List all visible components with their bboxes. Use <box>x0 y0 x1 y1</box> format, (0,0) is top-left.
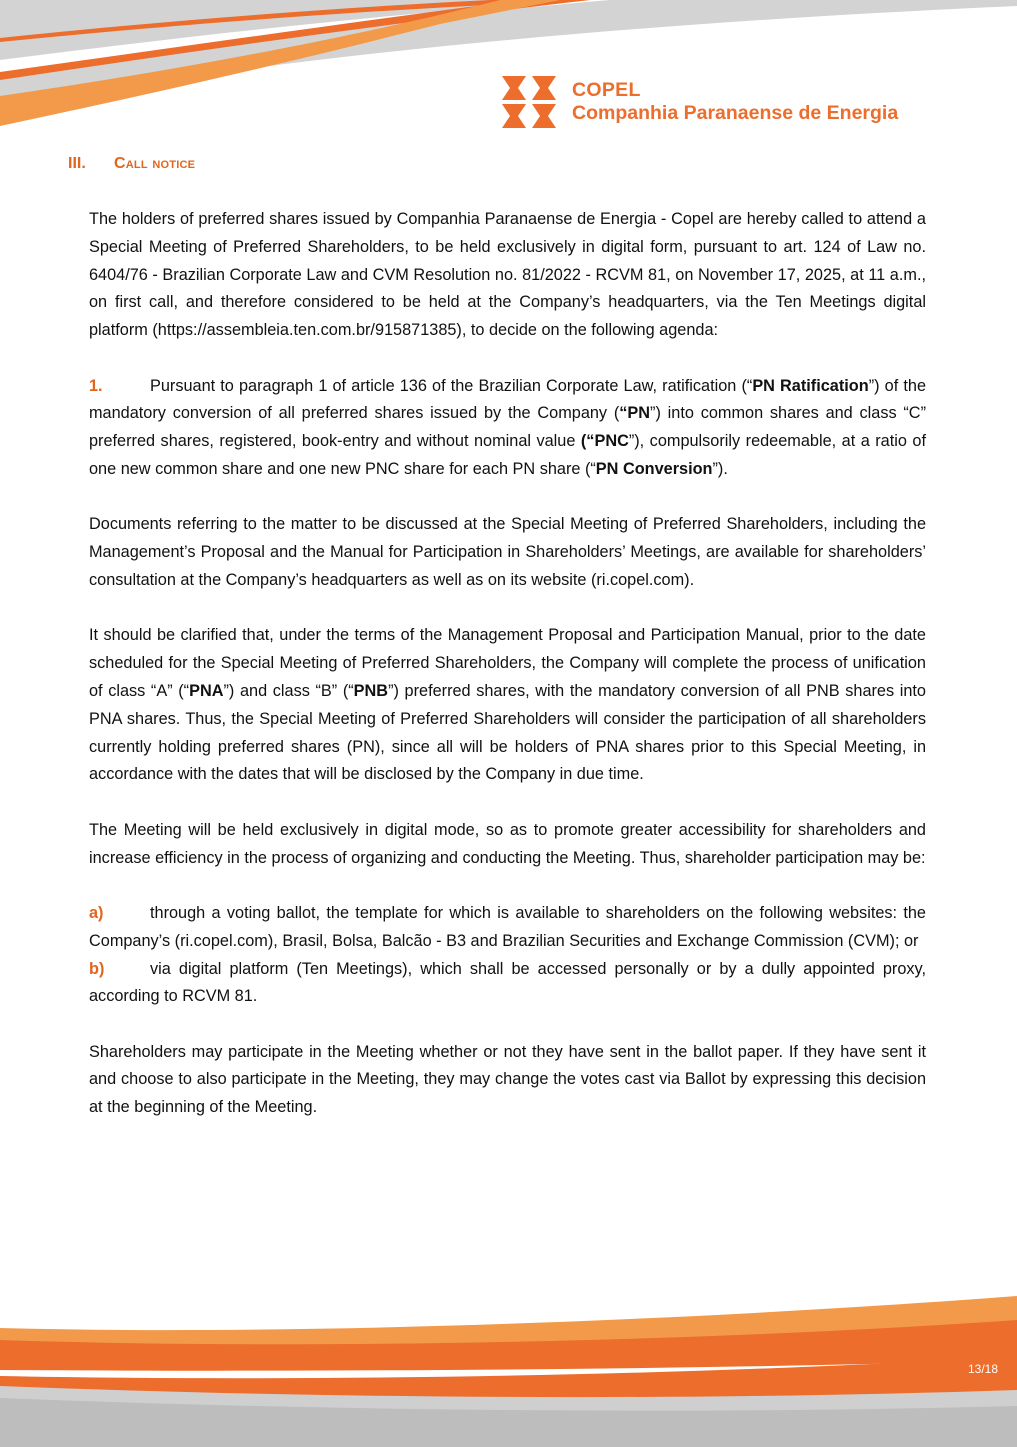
section-heading <box>68 155 195 173</box>
agenda-item-text: ”), compulsorily redeemable, at a ratio of one new common share and one new PNC share for each PN share (“ <box>89 432 926 478</box>
agenda-item-text: Pursuant to paragraph 1 of article 136 of the Brazilian Corporate Law, ratification (“ <box>150 376 753 395</box>
term-pn-ratification: PN Ratification <box>752 376 869 395</box>
option-b-text: via digital platform (Ten Meetings), which shall be accessed personally or by a dully appointed proxy, according to RCVM 81. <box>89 959 926 1006</box>
paragraph-meeting: The Meeting will be held exclusively in digital mode, so as to promote greater accessibility for shareholders and increase efficiency in the process of organizing and conducting the Meeting. Thus, shareholder participation may be: <box>89 820 926 867</box>
option-a-text: through a voting ballot, the template for which is available to shareholders on the following websites: the Company’s (ri.copel.com), Brasil, Bolsa, Balcão - B3 and Brazilian Securities and Exchange Commission (CVM); or <box>89 903 926 950</box>
option-b-marker: b) <box>89 959 105 978</box>
clarification-text: ”) preferred shares, with the mandatory conversion of all PNB shares into PNA shares. Thus, the Special Meeting of Preferred Shareholders will consider the participation of all shareholders currently holding preferred shares (PN), since all will be holders of PNA shares prior to this Special Meeting, in accordance with the dates that will be disclosed by the Company in due time. <box>89 681 926 784</box>
agenda-item-text: ”). <box>712 459 728 478</box>
option-a-marker: a) <box>89 903 104 922</box>
paragraph-intro: The holders of preferred shares issued by Companhia Paranaense de Energia - Copel are hereby called to attend a Special Meeting of Preferred Shareholders, to be held exclusively in digital form, pursuant to art. 124 of Law no. 6404/76 - Brazilian Corporate Law and CVM Resolution no. 81/2022 - RCVM 81, on November 17, 2025, at 11 a.m., on first call, and therefore considered to be held at the Company’s headquarters, via the Ten Meetings digital platform (https://assembleia.ten.com.br/915871385), to decide on the following agenda: <box>89 210 926 340</box>
section-title: Call notice <box>114 155 196 172</box>
paragraph-clarification <box>89 622 926 789</box>
agenda-item-1 <box>89 373 926 484</box>
page-number: 13/18 <box>968 1362 999 1376</box>
paragraph-documents: Documents referring to the matter to be discussed at the Special Meeting of Preferred Shareholders, including the Management’s Proposal and the Manual for Participation in Shareholders’ Meetings, are available for shareholders’ consultation at the Company’s headquarters as well as on its website (ri.copel.com). <box>89 515 926 589</box>
agenda-item-text: ”) into common shares and class “C” preferred shares, registered, book-entry and without nominal value <box>89 404 926 451</box>
term-pnc: (“PNC <box>580 432 629 451</box>
agenda-item-text: ”) of the mandatory conversion of all preferred shares issued by the Company ( <box>89 376 926 423</box>
section-number: III. <box>68 155 86 172</box>
term-pna: PNA <box>189 681 224 700</box>
term-pnb: PNB <box>353 681 389 700</box>
term-pn: “PN <box>619 404 651 423</box>
option-a <box>89 900 926 956</box>
logo-company-full: Companhia Paranaense de Energia <box>572 101 899 124</box>
footer-swoosh-decoration <box>0 1290 1017 1447</box>
copel-logo-icon <box>500 74 558 130</box>
clarification-text: ”) and class “B” (“ <box>223 681 354 700</box>
clarification-text: It should be clarified that, under the terms of the Management Proposal and Participation Manual, prior to the date scheduled for the Special Meeting of Preferred Shareholders, the Company will complete the process of unification of class “A” (“ <box>89 626 926 700</box>
term-pn-conversion: PN Conversion <box>595 459 713 478</box>
document-body <box>89 206 926 1150</box>
paragraph-closing: Shareholders may participate in the Meeting whether or not they have sent in the ballot paper. If they have sent it and choose to also participate in the Meeting, they may change the votes cast via Ballot by expressing this decision at the beginning of the Meeting. <box>89 1042 926 1117</box>
option-b <box>89 956 926 1012</box>
agenda-item-marker: 1. <box>89 376 103 395</box>
logo-company-short: COPEL <box>572 79 641 101</box>
copel-logo <box>500 74 898 130</box>
